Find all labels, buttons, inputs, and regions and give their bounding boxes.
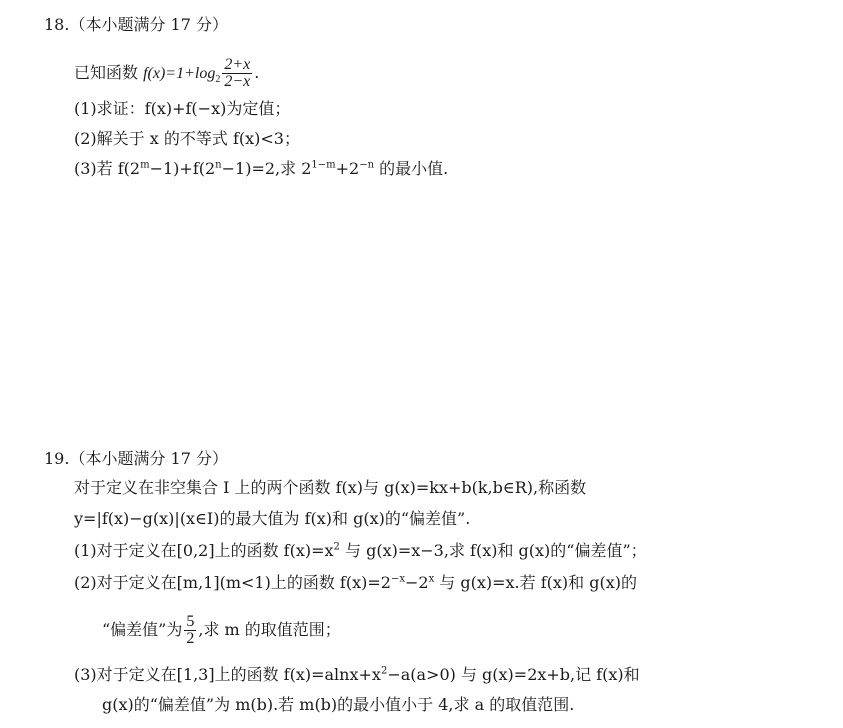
q19-part3-line2: g(x)的“偏差值”为 m(b).若 m(b)的最小值小于 4,求 a 的取值范围. bbox=[102, 695, 575, 714]
q18-part3-a: (3)若 f(2 bbox=[74, 159, 141, 178]
q19-part2-a: (2)对于定义在[m,1](m<1)上的函数 f(x)=2 bbox=[74, 573, 391, 592]
q18-stem bbox=[74, 56, 259, 91]
q19-fraction bbox=[184, 614, 196, 647]
q19-part3-b: −a(a>0) 与 g(x)=2x+b,记 f(x)和 bbox=[387, 665, 640, 684]
q18-part3-c: −1)=2,求 2 bbox=[221, 159, 312, 178]
q18-part3-sup1: m bbox=[140, 159, 150, 171]
q19-part2 bbox=[74, 572, 637, 594]
q18-part3 bbox=[74, 158, 448, 180]
q19-part2-line2-b: ,求 m 的取值范围； bbox=[198, 620, 341, 639]
q19-part1-b: 与 g(x)=x−3,求 f(x)和 g(x)的“偏差值”； bbox=[339, 541, 647, 560]
q18-part2: (2)解关于 x 的不等式 f(x)<3； bbox=[74, 129, 300, 148]
q18-part3-sup4: −n bbox=[359, 159, 375, 171]
q18-part3-sup2: n bbox=[215, 159, 222, 171]
q19-part2-sup1: −x bbox=[390, 573, 405, 585]
q19-part2-sup2: x bbox=[428, 573, 435, 585]
q19-stem-line2: y=|f(x)−g(x)|(x∈I)的最大值为 f(x)和 g(x)的“偏差值”. bbox=[74, 509, 471, 528]
q18-part1: (1)求证：f(x)+f(−x)为定值； bbox=[74, 99, 291, 118]
q19-frac-den: 2 bbox=[186, 630, 195, 647]
q18-fraction bbox=[222, 57, 252, 90]
q18-header: 18.（本小题满分 17 分） bbox=[44, 15, 228, 34]
q19-part1-a: (1)对于定义在[0,2]上的函数 f(x)=x bbox=[74, 541, 334, 560]
q18-part3-sup3: 1−m bbox=[311, 159, 336, 171]
q18-stem-fx: f(x)=1+log bbox=[143, 65, 216, 82]
answer-space bbox=[40, 195, 800, 440]
q18-frac-num: 2+x bbox=[224, 56, 251, 73]
q19-part2-line2 bbox=[102, 612, 341, 648]
q19-part3 bbox=[74, 664, 640, 686]
q19-part2-b: −2 bbox=[404, 573, 429, 592]
q19-stem-line1: 对于定义在非空集合 I 上的两个函数 f(x)与 g(x)=kx+b(k,b∈R),称函数 bbox=[74, 478, 587, 497]
q18-part3-e: 的最小值. bbox=[374, 159, 449, 178]
q18-part3-b: −1)+f(2 bbox=[149, 159, 216, 178]
q18-stem-prefix: 已知函数 bbox=[74, 63, 144, 82]
q19-part3-sup: 2 bbox=[380, 665, 388, 677]
q19-frac-num: 5 bbox=[186, 613, 195, 630]
q18-log-base: 2 bbox=[215, 74, 221, 86]
q19-part2-c: 与 g(x)=x.若 f(x)和 g(x)的 bbox=[434, 573, 637, 592]
q18-part3-d: +2 bbox=[335, 159, 360, 178]
q19-part3-a: (3)对于定义在[1,3]上的函数 f(x)=alnx+x bbox=[74, 665, 381, 684]
q19-part1 bbox=[74, 540, 647, 562]
q19-part2-line2-a: “偏差值”为 bbox=[102, 620, 183, 639]
q18-stem-end: . bbox=[254, 63, 260, 82]
q19-part1-sup: 2 bbox=[333, 541, 340, 553]
q19-header: 19.（本小题满分 17 分） bbox=[44, 449, 228, 468]
q18-frac-den: 2−x bbox=[224, 73, 251, 90]
